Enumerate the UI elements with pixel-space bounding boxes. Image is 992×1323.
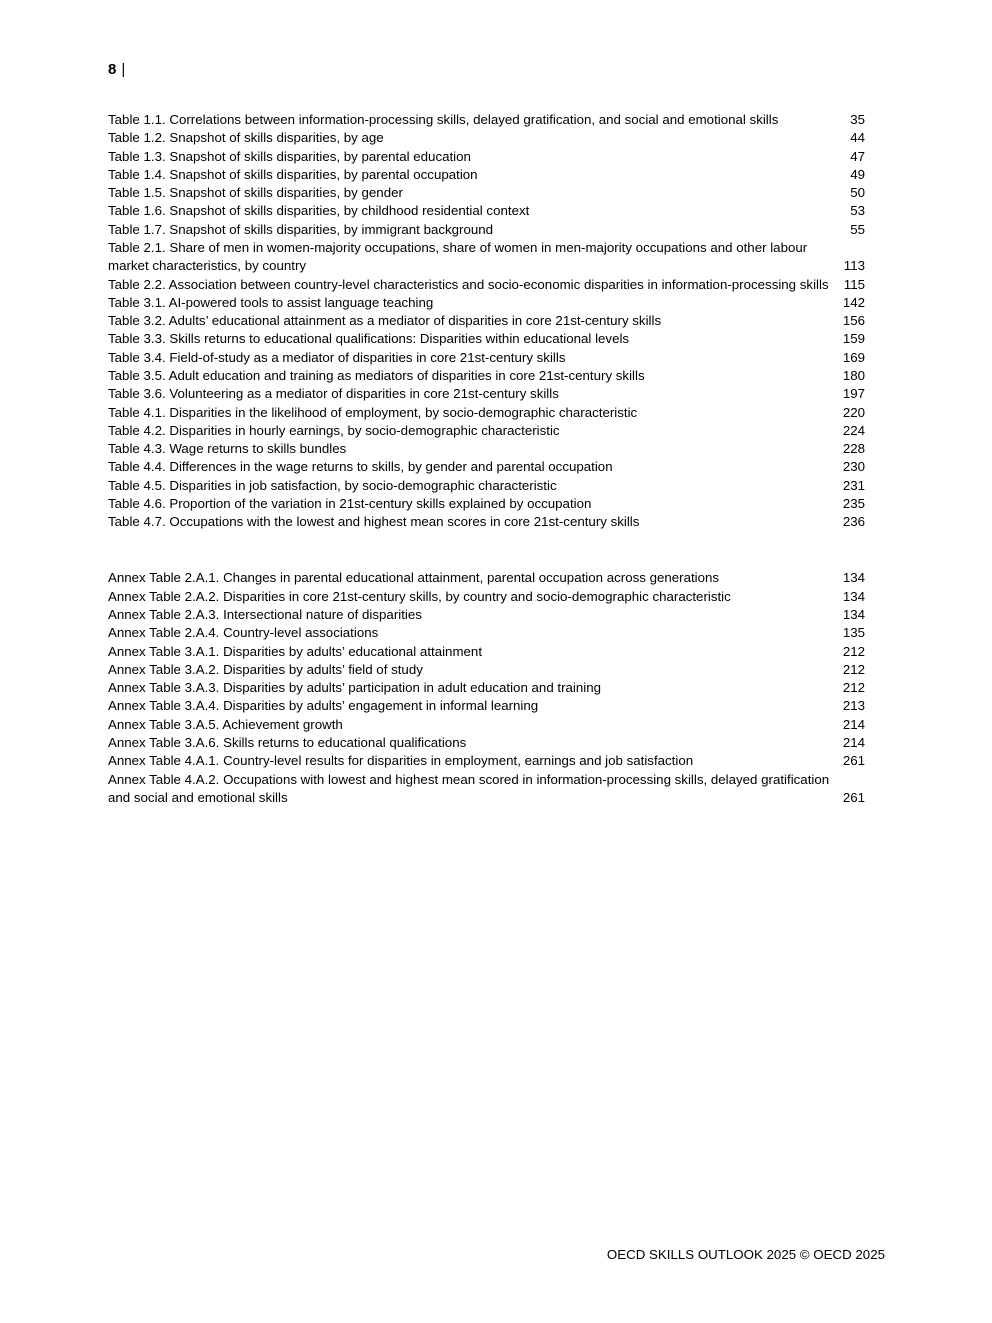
toc-entry-page: 135 <box>842 625 865 641</box>
toc-entry <box>108 458 865 476</box>
toc-entry-page: 169 <box>842 349 865 365</box>
toc-entry-page: 53 <box>850 203 865 219</box>
toc-entry-page: 134 <box>842 570 865 586</box>
toc-entry <box>108 513 865 531</box>
toc-entry-page: 230 <box>842 459 865 475</box>
toc-entry <box>108 129 865 147</box>
toc-entry-page: 47 <box>850 148 865 164</box>
toc-entry-title: Table 4.7. Occupations with the lowest and highest mean scores in core 21st-century skills <box>108 514 640 530</box>
toc-entry-page: 115 <box>843 276 865 292</box>
toc-entry <box>108 569 865 587</box>
toc-entry-title: Annex Table 2.A.3. Intersectional nature of disparities <box>108 607 422 623</box>
toc-section-annex-tables <box>108 569 865 807</box>
toc-entry-page: 197 <box>842 386 865 402</box>
toc-entry-page: 159 <box>842 331 865 347</box>
table-of-contents <box>108 111 865 807</box>
toc-entry-page: 235 <box>842 495 865 511</box>
toc-entry-title: Annex Table 4.A.2. Occupations with lowest and highest mean scored in information-processing skills, delayed gratification and social and emotional skills <box>108 771 830 805</box>
toc-entry-title: Table 3.4. Field-of-study as a mediator of disparities in core 21st-century skills <box>108 349 566 365</box>
toc-entry-title: Table 4.5. Disparities in job satisfaction, by socio-demographic characteristic <box>108 477 557 493</box>
toc-entry-title: Annex Table 3.A.6. Skills returns to educational qualifications <box>108 735 467 750</box>
toc-entry <box>108 771 865 808</box>
toc-entry <box>108 111 865 129</box>
toc-entry <box>108 349 865 367</box>
toc-entry-page: 134 <box>842 607 865 623</box>
toc-entry <box>108 495 865 513</box>
toc-entry-page: 134 <box>842 588 865 604</box>
toc-entry-title: Table 1.1. Correlations between information-processing skills, delayed gratification, and social and emotional skills <box>108 112 779 127</box>
toc-entry-page: 261 <box>842 753 865 769</box>
toc-entry-title: Table 3.1. AI-powered tools to assist language teaching <box>108 294 434 310</box>
toc-entry <box>108 330 865 348</box>
toc-entry-title: Table 1.2. Snapshot of skills disparities, by age <box>108 130 384 146</box>
toc-entry-title: Annex Table 3.A.4. Disparities by adults’ engagement in informal learning <box>108 698 539 714</box>
toc-entry <box>108 312 865 330</box>
toc-entry <box>108 440 865 458</box>
toc-entry <box>108 276 865 294</box>
toc-entry-title: Annex Table 2.A.2. Disparities in core 21st-century skills, by country and socio-demographic characteristic <box>108 588 731 604</box>
toc-entry <box>108 624 865 642</box>
page-footer: OECD SKILLS OUTLOOK 2025 © OECD 2025 <box>606 1247 885 1262</box>
toc-entry-page: 35 <box>850 112 865 127</box>
toc-entry-title: Table 1.6. Snapshot of skills disparities, by childhood residential context <box>108 203 530 219</box>
toc-entry <box>108 697 865 715</box>
toc-entry <box>108 734 865 752</box>
toc-entry-title: Annex Table 3.A.5. Achievement growth <box>108 716 343 732</box>
toc-entry-title: Annex Table 3.A.3. Disparities by adults’ participation in adult education and training <box>108 680 602 696</box>
toc-entry-title: Table 4.1. Disparities in the likelihood of employment, by socio-demographic characteristic <box>108 404 638 420</box>
toc-entry-page: 231 <box>842 477 865 493</box>
page-number-divider: | <box>121 61 126 78</box>
toc-entry <box>108 716 865 734</box>
toc-entry-page: 224 <box>842 422 865 438</box>
page-number: 8 <box>108 61 117 78</box>
toc-entry-title: Table 4.2. Disparities in hourly earnings, by socio-demographic characteristic <box>108 422 560 438</box>
toc-entry-title: Table 2.2. Association between country-level characteristics and socio-economic disparities in information-processing skills <box>108 276 829 292</box>
toc-entry-title: Table 4.4. Differences in the wage returns to skills, by gender and parental occupation <box>108 459 613 475</box>
toc-entry <box>108 148 865 166</box>
toc-section-tables <box>108 111 865 531</box>
toc-entry-page: 49 <box>850 166 865 182</box>
toc-entry-page: 213 <box>842 698 865 714</box>
toc-entry-title: Table 4.3. Wage returns to skills bundles <box>108 441 347 457</box>
toc-entry <box>108 404 865 422</box>
toc-entry-title: Table 3.6. Volunteering as a mediator of disparities in core 21st-century skills <box>108 386 559 402</box>
toc-entry <box>108 588 865 606</box>
toc-entry-page: 55 <box>850 221 865 237</box>
toc-entry-page: 180 <box>842 367 865 383</box>
toc-entry-page: 214 <box>842 716 865 732</box>
toc-entry <box>108 239 865 276</box>
toc-entry <box>108 385 865 403</box>
toc-entry-page: 214 <box>842 735 865 750</box>
toc-entry-title: Table 1.4. Snapshot of skills disparities, by parental occupation <box>108 166 478 182</box>
toc-entry-page: 236 <box>842 514 865 530</box>
toc-entry <box>108 294 865 312</box>
toc-entry-page: 261 <box>842 789 865 805</box>
toc-entry-title: Annex Table 2.A.1. Changes in parental educational attainment, parental occupation across generations <box>108 570 720 586</box>
toc-entry-page: 212 <box>842 643 865 659</box>
toc-entry-page: 50 <box>850 185 865 201</box>
toc-entry-title: Table 3.3. Skills returns to educational qualifications: Disparities within educational levels <box>108 331 630 347</box>
page-header <box>108 61 125 78</box>
toc-entry-page: 156 <box>842 313 865 329</box>
toc-entry <box>108 166 865 184</box>
toc-entry <box>108 202 865 220</box>
toc-entry <box>108 661 865 679</box>
toc-entry <box>108 643 865 661</box>
toc-entry-title: Annex Table 3.A.1. Disparities by adults’ educational attainment <box>108 643 483 659</box>
toc-entry <box>108 477 865 495</box>
toc-entry <box>108 606 865 624</box>
toc-entry-title: Table 2.1. Share of men in women-majority occupations, share of women in men-majority occupations and other labour market characteristics, by country <box>108 239 808 274</box>
toc-entry-title: Annex Table 2.A.4. Country-level associations <box>108 625 379 641</box>
toc-entry <box>108 679 865 697</box>
toc-entry-title: Annex Table 3.A.2. Disparities by adults’ field of study <box>108 661 423 677</box>
toc-entry-title: Table 3.5. Adult education and training as mediators of disparities in core 21st-century skills <box>108 367 645 383</box>
toc-entry-page: 113 <box>843 258 865 274</box>
toc-entry-page: 220 <box>842 404 865 420</box>
toc-entry-title: Table 4.6. Proportion of the variation in 21st-century skills explained by occupation <box>108 495 592 511</box>
toc-entry-page: 228 <box>842 441 865 457</box>
toc-entry-title: Table 3.2. Adults’ educational attainment as a mediator of disparities in core 21st-century skills <box>108 313 662 329</box>
toc-entry <box>108 422 865 440</box>
toc-entry-page: 44 <box>850 130 865 146</box>
toc-entry <box>108 184 865 202</box>
toc-entry-page: 212 <box>842 680 865 696</box>
toc-entry-title: Table 1.5. Snapshot of skills disparities, by gender <box>108 185 403 201</box>
toc-entry <box>108 367 865 385</box>
toc-entry-title: Table 1.3. Snapshot of skills disparities, by parental education <box>108 148 471 164</box>
toc-entry-title: Annex Table 4.A.1. Country-level results for disparities in employment, earnings and job satisfaction <box>108 753 694 769</box>
toc-entry <box>108 221 865 239</box>
toc-entry-page: 142 <box>842 294 865 310</box>
toc-entry <box>108 752 865 770</box>
toc-entry-page: 212 <box>842 661 865 677</box>
toc-entry-title: Table 1.7. Snapshot of skills disparities, by immigrant background <box>108 221 494 237</box>
